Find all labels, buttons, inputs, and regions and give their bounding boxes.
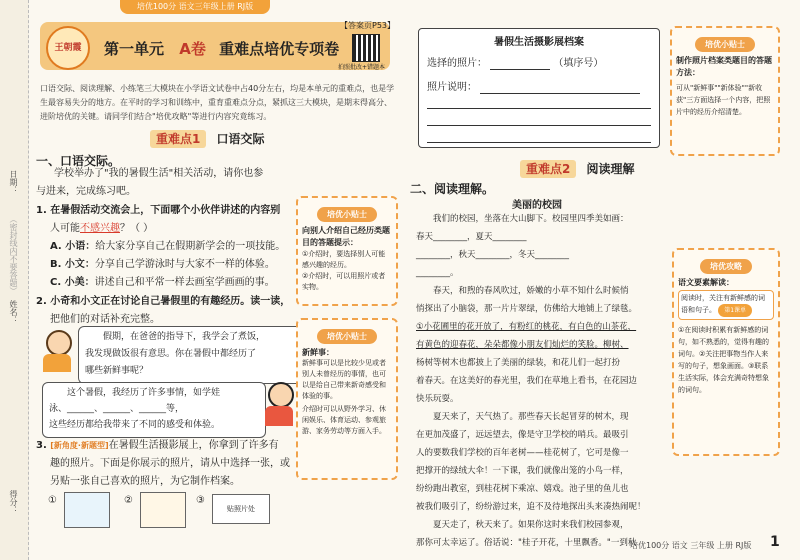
tip4-body: ①在阅读时积累有新鲜感的词句，如不熟悉的，觉得有趣的词句。②关注把事物当作人来写的句子，想象画面。③联系生活实际，体会充满奇特想象的词句。 (678, 326, 769, 394)
story-line-1: 我们的校园，坐落在大山脚下。校园里四季美如画： (433, 214, 629, 224)
focus2-title: 阅读理解 (586, 162, 635, 176)
tip2-title: 新鲜事： (302, 348, 334, 357)
story-line-14: 人的要数我们学校的百年老树——桂花树了，它可是像一 (416, 448, 629, 458)
option-c[interactable] (50, 273, 275, 293)
story-line-9: 杨树等树木也都披上了美丽的绿装，和花儿们一起打扮 (416, 358, 621, 368)
bubble1-line-a: 假期，在爸爸的指导下，我学会了煮饭， (103, 332, 266, 342)
photo2-label: ② (124, 495, 133, 506)
opt-c-name: C. 小美： (50, 277, 95, 288)
q1-item1-a: 1. 在暑假活动交流会上，下面哪个小伙伴讲述的内容别 (36, 205, 281, 216)
story-line-16: 纷纷跑出教室，到桂花树下乘凉、嬉戏。池子里的鱼儿也 (416, 484, 629, 494)
archive-form (418, 28, 660, 148)
photo1-label: ① (48, 495, 57, 506)
focus1-title: 口语交际 (216, 132, 265, 146)
option-a[interactable] (50, 237, 285, 257)
tip1-head: 培优小贴士 (317, 207, 377, 222)
q1-item1-c: ？（ ） (120, 223, 154, 234)
story-line-8: 有黄色的迎春花，朵朵都像小朋友们灿烂的笑脸。柳树、 (416, 340, 629, 350)
opt-b-name: B. 小文： (50, 259, 95, 270)
speech-bubble-1 (78, 326, 302, 384)
opt-a-text: 给大家分享自己在假期新学会的一项技能。 (95, 241, 286, 252)
speech-bubble-2[interactable] (42, 382, 266, 438)
story-line-4[interactable]: ________。 (416, 268, 459, 278)
bubble2-line-c: 这些经历都给我带来了不同的感受和体验。 (49, 420, 221, 430)
tip1-p2: ②介绍时，可以用照片或者实物。 (302, 272, 386, 291)
kid-boy-avatar (40, 330, 74, 374)
page-number: 1 (770, 534, 780, 550)
archive-chosen-input[interactable] (490, 58, 550, 70)
bubble2-line-b: 泳、______、______、______等， (49, 404, 185, 414)
q2-heading: 二、阅读理解。 (410, 182, 495, 196)
opt-b-text: 分享自己学游泳时与大家不一样的体验。 (94, 259, 275, 270)
tip4-hint-text: 阅读时，关注有新鲜感的词语和句子。 (681, 294, 765, 314)
story-line-12: 夏天来了，天气热了。那些春天长起冒芽的树木，现 (433, 412, 629, 422)
focus1-label: 重难点1 (150, 130, 206, 148)
q1-prompt-a: 学校举办了"我的暑假生活"相关活动，请你也参 (54, 168, 264, 179)
unit-title-text: 第一单元 (104, 40, 165, 58)
story-line-15: 把撑开的绿绒大伞！一下课，我们就像出笼的小鸟一样， (416, 466, 629, 476)
sidebar-score: 得分： (9, 490, 18, 514)
tip3-body: 可从"新鲜事""新体验""新收获"三方面选择一个内容，把照片中的经历介绍清楚。 (676, 84, 771, 116)
q1-item2-a: 2. 小奇和小文正在讨论自己暑假里的有趣经历。读一读， (36, 296, 291, 307)
sidebar-class: 姓名： (9, 300, 18, 324)
q1-item1-red: 不感兴趣 (80, 223, 120, 234)
story-body (416, 210, 666, 552)
archive-chosen-label: 选择的照片： (427, 58, 487, 69)
tip2-p1: 新鲜事可以是比较少见或者别人未曾经历的事情，也可以是给自己带来新奇感受和体验的事。 (302, 359, 386, 400)
archive-line-1[interactable] (427, 108, 651, 109)
story-line-13: 在更加茂盛了，远远望去，像是守卫学校的哨兵。最吸引 (416, 430, 629, 440)
story-line-19: 那你可太幸运了。俗话说："桂子开花，十里飘香。"一到秋 (416, 538, 637, 548)
tip4-head: 培优攻略 (700, 259, 752, 274)
logo-text: 王朝霞 (54, 43, 82, 53)
paper-label: A卷 (179, 40, 206, 58)
tip-box-2 (296, 318, 398, 480)
story-line-7: ①小花圃里的花开放了，有粉红的桃花，有白色的山茶花， (416, 322, 637, 332)
archive-desc-label: 照片说明： (427, 82, 477, 93)
archive-line-2[interactable] (427, 125, 651, 126)
archive-chosen-row (427, 54, 651, 70)
tip-box-3 (670, 26, 780, 156)
tip2-p2: 介绍时可以从野外学习、休闲娱乐、体育运动、参观旅游、家务劳动等方面入手。 (302, 405, 386, 435)
logo-badge (46, 26, 90, 70)
tip4-hint (678, 290, 774, 320)
tip2-head: 培优小贴士 (317, 329, 377, 344)
archive-title: 暑假生活摄影展档案 (494, 37, 584, 48)
sidebar-date: 日期： (9, 170, 18, 194)
tip-box-1 (296, 196, 398, 306)
footer-text: 培优100分 语文 三年级 上册 RJ版 (630, 541, 752, 550)
q1-item1-b-line (50, 219, 153, 239)
photo3-label: ③ (196, 495, 205, 506)
bubble2-line-a: 这个暑假，我经历了许多事情，如学娃 (67, 388, 221, 398)
unit-title (104, 38, 339, 59)
story-line-6: 悄探出了小脑袋，那一片片翠绿，仿佛给大地铺上了绿毯。 (416, 304, 638, 314)
story-line-11: 快乐玩耍。 (416, 394, 459, 404)
story-line-3[interactable]: ________，秋天________，冬天________ (416, 250, 570, 260)
series-label: 培优100分 语文三年级上册 RJ版 (136, 2, 254, 11)
tip1-title: 向别人介绍自己经历类题目的答题提示： (302, 226, 390, 247)
q1-item1-b: 人可能 (50, 223, 80, 234)
story-line-5: 春天，和煦的春风吹过，娇嫩的小草不知什么时候悄 (433, 286, 629, 296)
story-line-2[interactable]: 春天________，夏天________ (416, 232, 527, 242)
archive-desc-row (427, 78, 651, 94)
q1-item3-a-line: 3. [新角度·新题型]在暑假生活摄影展上，你拿到了许多有 (36, 440, 279, 451)
qr-caption: 拍照批改+错题本 (338, 64, 386, 71)
kid-girl-avatar (262, 382, 296, 428)
photo3-placeholder[interactable] (212, 494, 270, 524)
q1-prompt-b: 与进来，完成练习吧。 (36, 186, 136, 197)
photo1-swimming[interactable] (64, 492, 110, 528)
story-title: 美丽的校园 (512, 200, 562, 211)
option-b[interactable] (50, 255, 275, 275)
tip3-head: 培优小贴士 (695, 37, 755, 52)
q1-heading: 一、口语交际。 (36, 154, 121, 168)
focus2-header (520, 160, 635, 177)
archive-line-3[interactable] (427, 142, 651, 143)
tip4-hint-badge: 第1课单 (718, 304, 752, 317)
q1-item3-c: 另贴一张自己喜欢的照片，为它制作档案。 (50, 476, 240, 487)
photo3-caption: 贴照片处 (227, 505, 255, 513)
opt-a-name: A. 小语： (50, 241, 96, 252)
opt-c-text: 讲述自己和平常一样去画室学画画的事。 (94, 277, 275, 288)
archive-desc-input[interactable] (480, 82, 640, 94)
bubble1-line-b: 我发现做饭很有意思。你在暑假中都经历了 (85, 349, 257, 359)
focus2-label: 重难点2 (520, 160, 576, 178)
story-line-10: 着春天。在这美好的春光里，我们在草地上看书，在花园边 (416, 376, 638, 386)
story-line-17: 被我们吸引了，纷纷游过来，追不及待地探出头来凑热闹呢！ (416, 502, 646, 512)
story-line-18: 夏天走了，秋天来了。如果你这时来我们校园参观， (433, 520, 629, 530)
photo2-cycling[interactable] (140, 492, 186, 528)
tip4-title: 语文要素解读： (678, 278, 734, 287)
tip1-p1: ①介绍时，要选择别人可能感兴趣的经历。 (302, 250, 386, 269)
focus1-header (150, 130, 265, 147)
sidebar-seal: （密封线内不要答题） (9, 215, 18, 295)
tip3-title: 制作照片档案类题目的答题方法： (676, 56, 772, 77)
qr-code (352, 34, 380, 62)
archive-chosen-hint: （填序号） (553, 58, 604, 69)
top-series-bar (120, 0, 270, 14)
q1-item2-b: 把他们的对话补充完整。 (50, 314, 160, 325)
q1-item3-tag: [新角度·新题型] (50, 441, 109, 450)
answer-ref: 【答案页P53】 (340, 21, 396, 30)
subtitle-text: 重难点培优专项卷 (219, 40, 340, 58)
q1-item3-a: 在暑假生活摄影展上，你拿到了许多有 (108, 440, 279, 451)
tip-box-4 (672, 248, 780, 456)
intro-paragraph: 口语交际、阅读理解、小练笔三大模块在小学语文试卷中占40分左右，均是本单元的重难点，也是学生最容易失分的地方。在平时的学习和训练中，重育重难点分点，紧抓这三大模块，是期末得高分、进阶培优的关键。请同学们结合"培优攻略"等进行内容究竟练习。 (40, 84, 395, 121)
q1-item3-b: 趣的照片。下面是你展示的照片，请从中选择一张，或 (50, 458, 290, 469)
bubble1-line-c: 哪些新鲜事呢？ (85, 366, 149, 376)
